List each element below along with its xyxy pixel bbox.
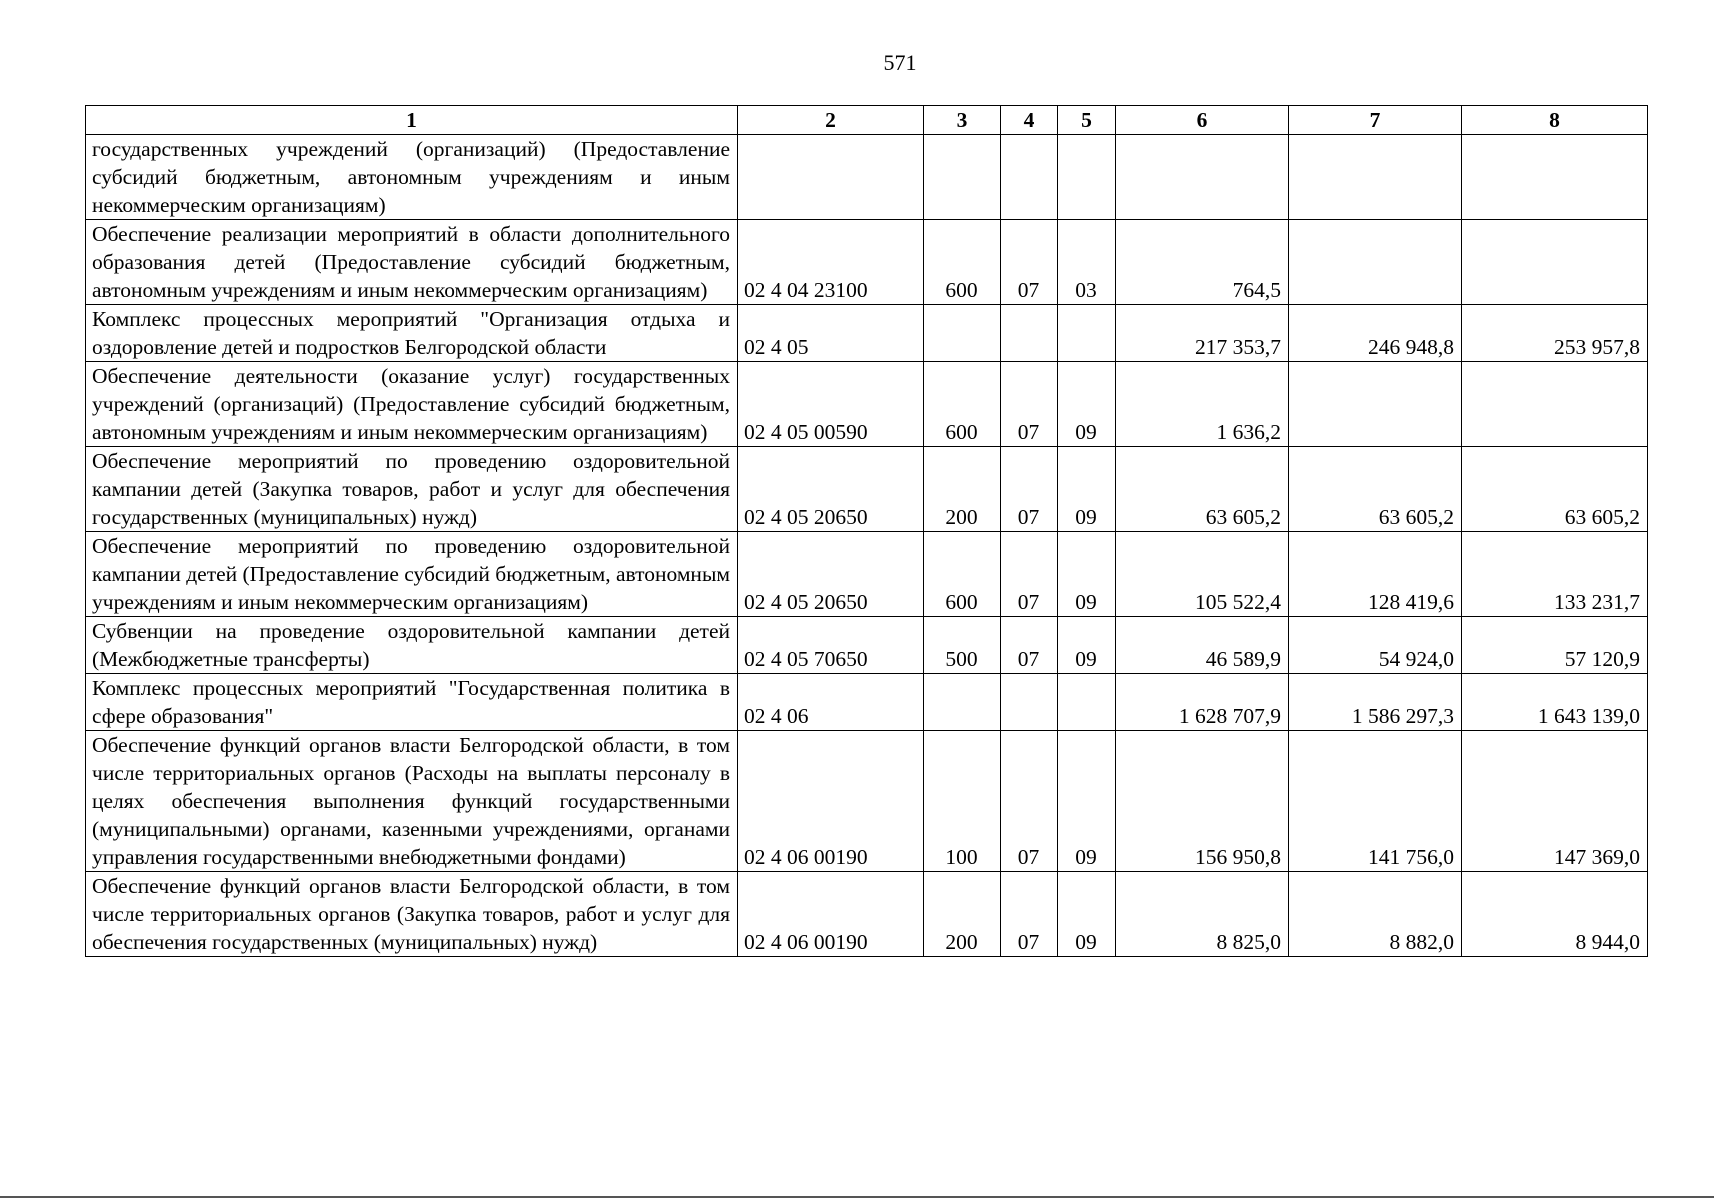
table-row [86, 305, 1648, 362]
table-body [86, 135, 1648, 957]
row-amount-col7: 128 419,6 [1289, 532, 1462, 617]
row-description: государственных учреждений (организаций) (Предоставление субсидий бюджетным, автономным учреждениям и иным некоммерческим организациям) [86, 135, 738, 220]
scan-edge-line [0, 1196, 1714, 1198]
row-amount-col8 [1462, 220, 1648, 305]
row-description: Комплекс процессных мероприятий "Организация отдыха и оздоровление детей и подростков Белгородской области [86, 305, 738, 362]
row-code: 02 4 05 70650 [738, 617, 924, 674]
row-subsection: 09 [1058, 532, 1116, 617]
row-subsection: 03 [1058, 220, 1116, 305]
row-amount-col8 [1462, 362, 1648, 447]
row-section: 07 [1001, 362, 1058, 447]
row-amount-col6: 156 950,8 [1116, 731, 1289, 872]
table-row [86, 447, 1648, 532]
row-code: 02 4 05 20650 [738, 447, 924, 532]
row-code: 02 4 05 00590 [738, 362, 924, 447]
row-section: 07 [1001, 617, 1058, 674]
budget-table [85, 105, 1648, 957]
row-amount-col6: 105 522,4 [1116, 532, 1289, 617]
row-description: Обеспечение мероприятий по проведению оздоровительной кампании детей (Предоставление субсидий бюджетным, автономным учреждениям и иным некоммерческим организациям) [86, 532, 738, 617]
row-description: Обеспечение функций органов власти Белгородской области, в том числе территориальных органов (Закупка товаров, работ и услуг для обеспечения государственных (муниципальных) нужд) [86, 872, 738, 957]
row-section [1001, 135, 1058, 220]
table-row [86, 135, 1648, 220]
row-section: 07 [1001, 872, 1058, 957]
row-section: 07 [1001, 731, 1058, 872]
row-amount-col6: 1 636,2 [1116, 362, 1289, 447]
row-amount-col8 [1462, 135, 1648, 220]
table-row [86, 674, 1648, 731]
row-amount-col7: 8 882,0 [1289, 872, 1462, 957]
row-description: Комплекс процессных мероприятий "Государственная политика в сфере образования" [86, 674, 738, 731]
row-subsection: 09 [1058, 617, 1116, 674]
row-subsection [1058, 305, 1116, 362]
row-description: Обеспечение реализации мероприятий в области дополнительного образования детей (Предоставление субсидий бюджетным, автономным учреждениям и иным некоммерческим организациям) [86, 220, 738, 305]
row-amount-col6: 63 605,2 [1116, 447, 1289, 532]
row-expense-type: 200 [924, 872, 1001, 957]
row-subsection: 09 [1058, 731, 1116, 872]
row-code: 02 4 05 [738, 305, 924, 362]
row-amount-col6: 764,5 [1116, 220, 1289, 305]
row-amount-col7 [1289, 220, 1462, 305]
row-amount-col8: 57 120,9 [1462, 617, 1648, 674]
row-amount-col6: 8 825,0 [1116, 872, 1289, 957]
row-expense-type [924, 135, 1001, 220]
row-expense-type: 600 [924, 362, 1001, 447]
header-row [86, 106, 1648, 135]
row-subsection [1058, 135, 1116, 220]
row-section [1001, 674, 1058, 731]
table-row [86, 532, 1648, 617]
row-section: 07 [1001, 220, 1058, 305]
row-expense-type: 500 [924, 617, 1001, 674]
row-amount-col8: 63 605,2 [1462, 447, 1648, 532]
page-number: 571 [883, 50, 917, 75]
row-amount-col7 [1289, 362, 1462, 447]
header-col-6: 6 [1116, 106, 1289, 135]
table-row [86, 872, 1648, 957]
row-code: 02 4 06 00190 [738, 731, 924, 872]
header-col-4: 4 [1001, 106, 1058, 135]
row-section [1001, 305, 1058, 362]
row-amount-col7: 63 605,2 [1289, 447, 1462, 532]
row-expense-type [924, 305, 1001, 362]
row-subsection: 09 [1058, 447, 1116, 532]
table-row [86, 731, 1648, 872]
row-subsection [1058, 674, 1116, 731]
row-amount-col7: 54 924,0 [1289, 617, 1462, 674]
row-section: 07 [1001, 532, 1058, 617]
row-description: Обеспечение деятельности (оказание услуг) государственных учреждений (организаций) (Предоставление субсидий бюджетным, автономным учреждениям и иным некоммерческим организациям) [86, 362, 738, 447]
row-code: 02 4 04 23100 [738, 220, 924, 305]
row-subsection: 09 [1058, 362, 1116, 447]
row-description: Субвенции на проведение оздоровительной кампании детей (Межбюджетные трансферты) [86, 617, 738, 674]
row-amount-col8: 253 957,8 [1462, 305, 1648, 362]
header-col-8: 8 [1462, 106, 1648, 135]
row-amount-col8: 147 369,0 [1462, 731, 1648, 872]
row-code: 02 4 06 [738, 674, 924, 731]
row-amount-col6: 1 628 707,9 [1116, 674, 1289, 731]
row-subsection: 09 [1058, 872, 1116, 957]
row-amount-col6 [1116, 135, 1289, 220]
row-amount-col8: 133 231,7 [1462, 532, 1648, 617]
table-row [86, 617, 1648, 674]
row-expense-type: 600 [924, 220, 1001, 305]
row-expense-type [924, 674, 1001, 731]
table-row [86, 362, 1648, 447]
row-description: Обеспечение мероприятий по проведению оздоровительной кампании детей (Закупка товаров, работ и услуг для обеспечения государственных (муниципальных) нужд) [86, 447, 738, 532]
header-col-7: 7 [1289, 106, 1462, 135]
row-expense-type: 200 [924, 447, 1001, 532]
row-expense-type: 600 [924, 532, 1001, 617]
row-amount-col6: 217 353,7 [1116, 305, 1289, 362]
header-col-5: 5 [1058, 106, 1116, 135]
header-col-2: 2 [738, 106, 924, 135]
header-col-3: 3 [924, 106, 1001, 135]
row-amount-col7: 1 586 297,3 [1289, 674, 1462, 731]
row-amount-col6: 46 589,9 [1116, 617, 1289, 674]
row-amount-col7: 246 948,8 [1289, 305, 1462, 362]
row-section: 07 [1001, 447, 1058, 532]
row-amount-col8: 8 944,0 [1462, 872, 1648, 957]
row-code: 02 4 05 20650 [738, 532, 924, 617]
row-code [738, 135, 924, 220]
row-description: Обеспечение функций органов власти Белгородской области, в том числе территориальных органов (Расходы на выплаты персоналу в целях обеспечения выполнения функций государственными (муниципальными) органами, казенными учреждениями, органами управления государственными внебюджетными фондами) [86, 731, 738, 872]
row-expense-type: 100 [924, 731, 1001, 872]
row-amount-col7 [1289, 135, 1462, 220]
row-amount-col8: 1 643 139,0 [1462, 674, 1648, 731]
row-code: 02 4 06 00190 [738, 872, 924, 957]
table-row [86, 220, 1648, 305]
table-header [86, 106, 1648, 135]
row-amount-col7: 141 756,0 [1289, 731, 1462, 872]
header-col-1: 1 [86, 106, 738, 135]
